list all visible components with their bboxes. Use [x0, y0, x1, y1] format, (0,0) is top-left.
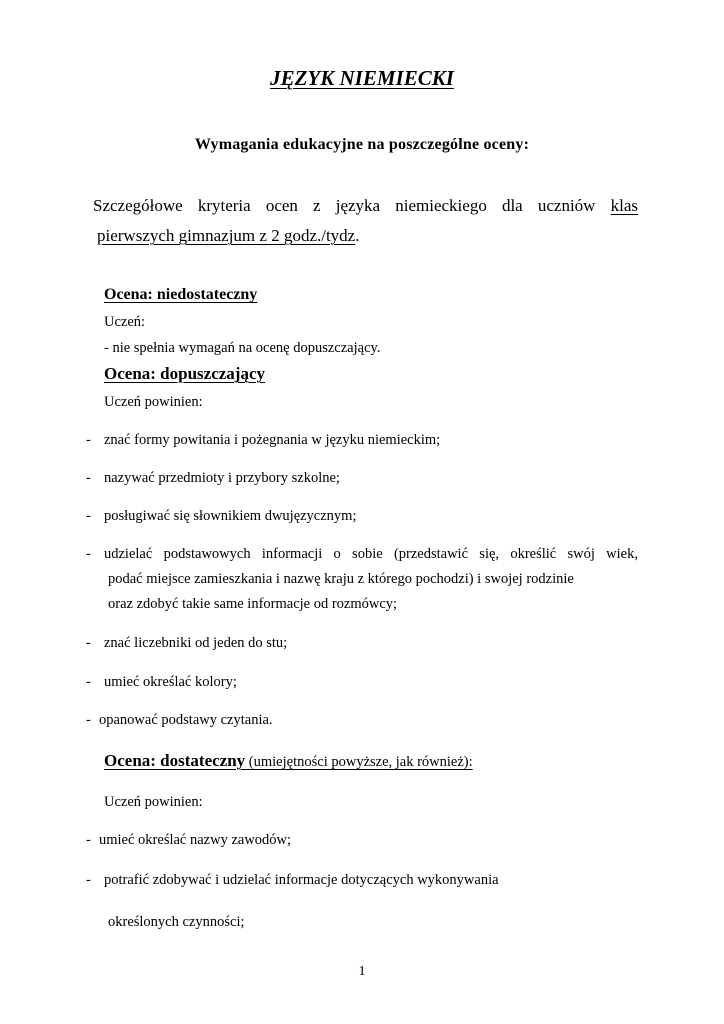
list-item-continuation: oraz zdobyć takie same informacje od rozmówcy; — [108, 596, 398, 612]
list-item-continuation: określonych czynności; — [108, 914, 245, 930]
intro-link-klas[interactable]: klas — [610, 196, 638, 215]
list-dash: - — [86, 674, 91, 690]
heading-dostateczny-label: Ocena: dostateczny — [104, 751, 246, 770]
list-dash: - — [86, 508, 91, 524]
intro-line-1 — [93, 196, 638, 216]
list-dash: - — [86, 470, 91, 486]
student-label-dostateczny: Uczeń powinien: — [104, 794, 203, 810]
heading-dostateczny-note: (umiejętności powyższe, jak również): — [245, 754, 473, 770]
document-subtitle: Wymagania edukacyjne na poszczególne oceny: — [194, 136, 530, 153]
list-dash: - — [86, 832, 91, 848]
heading-niedostateczny: Ocena: niedostateczny — [104, 286, 258, 303]
heading-dostateczny — [104, 751, 473, 771]
list-dash: - — [86, 712, 91, 728]
page-number: 1 — [358, 964, 366, 979]
intro-period: . — [355, 226, 360, 245]
list-item: znać liczebniki od jeden do stu; — [104, 635, 288, 651]
document-title: JĘZYK NIEMIECKI — [270, 66, 454, 90]
intro-line-2 — [97, 226, 359, 246]
heading-dopuszczajacy: Ocena: dopuszczający — [104, 364, 266, 383]
list-item: umieć określać nazwy zawodów; — [99, 832, 292, 848]
intro-text: Szczegółowe kryteria ocen z języka niemieckiego dla uczniów — [93, 196, 596, 215]
list-item: posługiwać się słownikiem dwujęzycznym; — [104, 508, 357, 524]
list-dash: - — [86, 432, 91, 448]
list-item: opanować podstawy czytania. — [99, 712, 273, 728]
list-item: potrafić zdobywać i udzielać informacje dotyczących wykonywania — [104, 872, 499, 888]
list-dash: - — [86, 872, 91, 888]
list-item-continuation: podać miejsce zamieszkania i nazwę kraju z którego pochodzi) i swojej rodzinie — [108, 571, 574, 587]
student-label-dopuszczajacy: Uczeń powinien: — [104, 394, 203, 410]
intro-link-class-info[interactable]: pierwszych gimnazjum z 2 godz./tydz — [97, 226, 356, 245]
list-item: umieć określać kolory; — [104, 674, 237, 690]
list-item: znać formy powitania i pożegnania w języku niemieckim; — [104, 432, 441, 448]
list-dash: - — [86, 546, 91, 562]
list-dash: - — [86, 635, 91, 651]
list-item: udzielać podstawowych informacji o sobie (przedstawić się, określić swój wiek, — [104, 546, 638, 562]
requirement-niedostateczny: - nie spełnia wymagań na ocenę dopuszczający. — [104, 340, 381, 356]
list-item: nazywać przedmioty i przybory szkolne; — [104, 470, 340, 486]
student-label-niedostateczny: Uczeń: — [104, 314, 146, 330]
